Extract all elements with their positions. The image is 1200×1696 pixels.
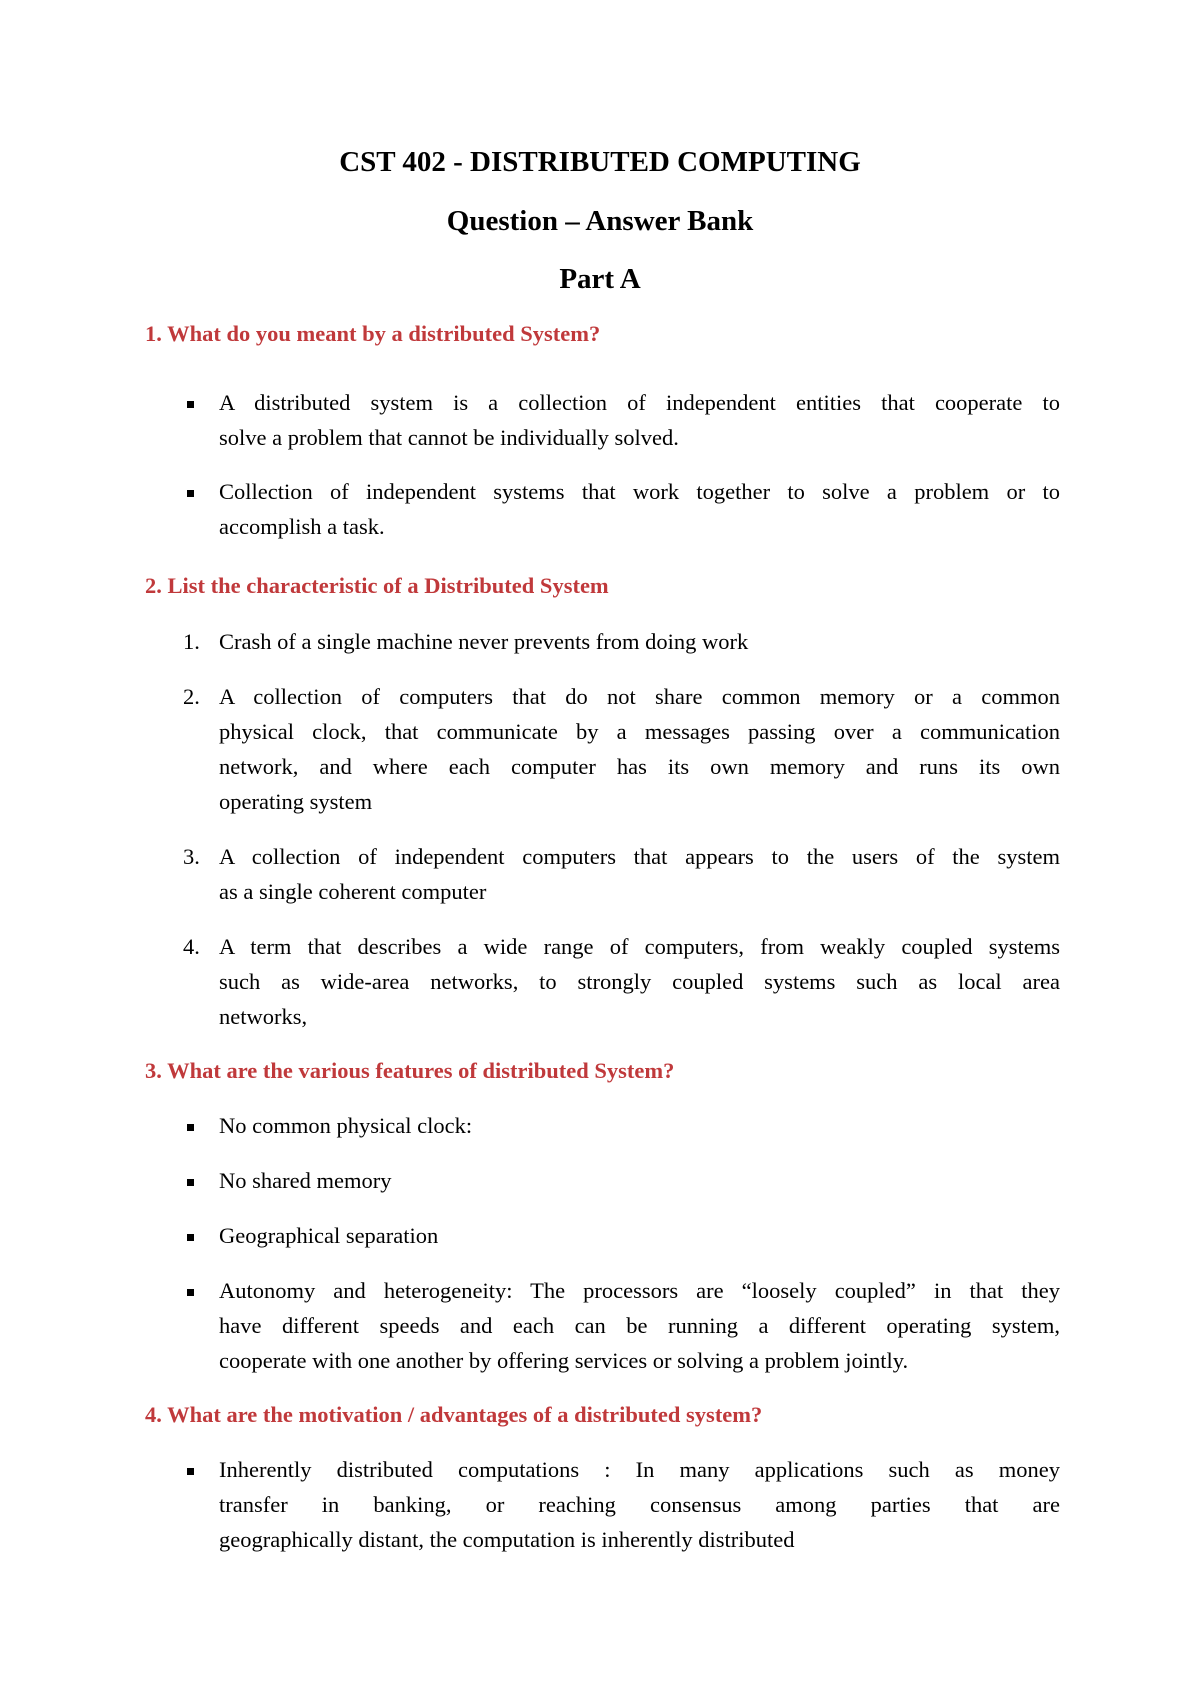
subtitle: Question – Answer Bank bbox=[446, 205, 754, 237]
q3-answer-2-line-1: No shared memory bbox=[219, 1168, 392, 1193]
q2-answer-4-line-1: A term that describes a wide range of computers, from weakly coupled systems bbox=[219, 934, 1060, 959]
part-heading: Part A bbox=[559, 263, 641, 295]
q4-answer-1-line-1: Inherently distributed computations : In many applications such as money bbox=[219, 1457, 1060, 1482]
q2-answer-1-line-1: Crash of a single machine never prevents from doing work bbox=[219, 629, 749, 654]
q3-answer-4-line-1: Autonomy and heterogeneity: The processors are “loosely coupled” in that they bbox=[219, 1278, 1060, 1303]
bullet-icon bbox=[187, 1468, 194, 1475]
question-2-heading: 2. List the characteristic of a Distributed System bbox=[145, 573, 609, 598]
q1-answer-1-line-1: A distributed system is a collection of independent entities that cooperate to bbox=[219, 390, 1060, 415]
q2-answer-2-line-4: operating system bbox=[219, 789, 373, 814]
bullet-icon bbox=[187, 1289, 194, 1296]
q1-answer-1-line-2: solve a problem that cannot be individually solved. bbox=[219, 425, 679, 450]
question-4-heading: 4. What are the motivation / advantages of a distributed system? bbox=[145, 1402, 763, 1427]
q2-answer-2-line-3: network, and where each computer has its own memory and runs its own bbox=[219, 754, 1060, 779]
q1-answer-2-line-1: Collection of independent systems that work together to solve a problem or to bbox=[219, 479, 1060, 504]
list-number: 2. bbox=[183, 684, 200, 709]
q3-answer-4-line-3: cooperate with one another by offering services or solving a problem jointly. bbox=[219, 1348, 909, 1373]
bullet-icon bbox=[187, 1124, 194, 1131]
list-number: 3. bbox=[183, 844, 200, 869]
course-title: CST 402 - DISTRIBUTED COMPUTING bbox=[339, 146, 861, 178]
bullet-icon bbox=[187, 1179, 194, 1186]
bullet-icon bbox=[187, 1234, 194, 1241]
q2-answer-2-line-1: A collection of computers that do not share common memory or a common bbox=[219, 684, 1060, 709]
q2-answer-2-line-2: physical clock, that communicate by a messages passing over a communication bbox=[219, 719, 1060, 744]
q4-answer-1-line-3: geographically distant, the computation is inherently distributed bbox=[219, 1527, 795, 1552]
q3-answer-3-line-1: Geographical separation bbox=[219, 1223, 439, 1248]
bullet-icon bbox=[187, 401, 194, 408]
list-number: 4. bbox=[183, 934, 200, 959]
q2-answer-3-line-1: A collection of independent computers that appears to the users of the system bbox=[219, 844, 1060, 869]
list-number: 1. bbox=[183, 629, 200, 654]
q2-answer-3-line-2: as a single coherent computer bbox=[219, 879, 487, 904]
question-1-heading: 1. What do you meant by a distributed System? bbox=[145, 321, 601, 346]
q3-answer-1-line-1: No common physical clock: bbox=[219, 1113, 473, 1138]
question-3-heading: 3. What are the various features of distributed System? bbox=[145, 1058, 675, 1083]
q3-answer-4-line-2: have different speeds and each can be running a different operating system, bbox=[219, 1313, 1060, 1338]
q2-answer-4-line-2: such as wide-area networks, to strongly coupled systems such as local area bbox=[219, 969, 1060, 994]
bullet-icon bbox=[187, 490, 194, 497]
q4-answer-1-line-2: transfer in banking, or reaching consensus among parties that are bbox=[219, 1492, 1060, 1517]
q1-answer-2-line-2: accomplish a task. bbox=[219, 514, 385, 539]
q2-answer-4-line-3: networks, bbox=[219, 1004, 308, 1029]
